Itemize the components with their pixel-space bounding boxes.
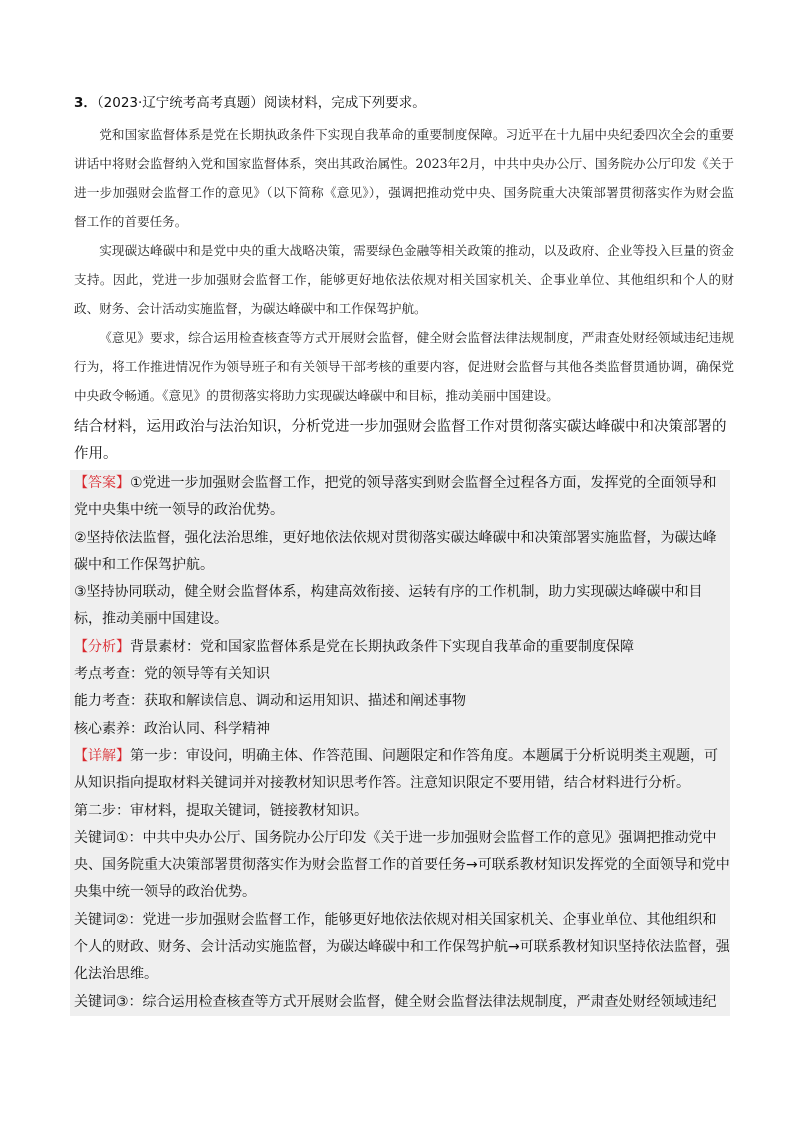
analysis-literacy: 核心素养：政治认同、科学精神 — [74, 720, 270, 737]
detail-keyword-1: 关键词①：中共中央办公厅、国务院办公厅印发《关于进一步加强财会监督工作的意见》强调把推动党中央、国务院重大决策部署贯彻落实作为财会监督工作的首要任务→可联系教材知识发挥党的全面领导和党中央集中统一领导的政治优势。 — [74, 829, 730, 901]
material-paragraph-3: 《意见》要求，综合运用检查核查等方式开展财会监督，健全财会监督法律法规制度，严肃查处财经领域违纪违规行为，将工作推进情况作为领导班子和有关领导干部考核的重要内容，促进财会监督与其他各类监督贯通协调，确保党中央政令畅通。《意见》的贯彻落实将助力实现碳达峰碳中和目标，推动美丽中国建设。 — [74, 330, 734, 403]
detail-tag: 【详解】 — [74, 747, 130, 764]
analysis-background — [70, 634, 730, 661]
analysis-exam-point: 考点考查：党的领导等有关知识 — [74, 666, 270, 683]
material-paragraph-1: 党和国家监督体系是党在长期执政条件下实现自我革命的重要制度保障。习近平在十九届中央纪委四次全会的重要讲话中将财会监督纳入党和国家监督体系，突出其政治属性。2023年2月，中共中央办公厅、国务院办公厅印发《关于进一步加强财会监督工作的意见》（以下简称《意见》），强调把推动党中央、国务院重大决策部署贯彻落实作为财会监督工作的首要任务。 — [74, 127, 734, 229]
answer-point-1 — [70, 470, 730, 525]
answer-point-1-text: ①党进一步加强财会监督工作，把党的领导落实到财会监督全过程各方面，发挥党的全面领导和党中央集中统一领导的政治优势。 — [74, 475, 717, 519]
detail-keyword-3: 关键词③：综合运用检查核查等方式开展财会监督，健全财会监督法律法规制度，严肃查处财经领域违纪 — [74, 993, 717, 1010]
answer-point-3: ③坚持协同联动，健全财会监督体系，构建高效衔接、运转有序的工作机制，助力实现碳达峰碳中和目标，推动美丽中国建设。 — [74, 584, 703, 628]
detail-keyword-2: 关键词②：党进一步加强财会监督工作，能够更好地依法依规对相关国家机关、企事业单位、其他组织和个人的财政、财务、会计活动实施监督，为碳达峰碳中和工作保驾护航→可联系教材知识坚持依法监督，强化法治思维。 — [74, 911, 730, 983]
reading-material — [74, 120, 734, 410]
analysis-ability: 能力考查：获取和解读信息、调动和运用知识、描述和阐述事物 — [74, 693, 466, 710]
detail-step-2: 第二步：审材料，提取关键词，链接教材知识。 — [74, 802, 368, 819]
answer-point-2: ②坚持依法监督，强化法治思维，更好地依法依规对贯彻落实碳达峰碳中和决策部署实施监督，为碳达峰碳中和工作保驾护航。 — [74, 529, 717, 573]
detail-step-1-text: 第一步：审设问，明确主体、作答范围、问题限定和作答角度。本题属于分析说明类主观题，可从知识指向提取材料关键词并对接教材知识思考作答。注意知识限定不要用错，结合材料进行分析。 — [74, 747, 718, 792]
answer-tag: 【答案】 — [74, 475, 130, 491]
answer-section — [70, 470, 730, 1016]
question-prompt: 结合材料，运用政治与法治知识，分析党进一步加强财会监督工作对贯彻落实碳达峰碳中和决策部署的作用。 — [74, 419, 727, 462]
question-header — [74, 92, 426, 114]
analysis-background-text: 背景素材：党和国家监督体系是党在长期执政条件下实现自我革命的重要制度保障 — [130, 638, 634, 655]
question-source: （2023·辽宁统考高考真题） — [96, 95, 264, 111]
question-instruction: 阅读材料，完成下列要求。 — [263, 95, 426, 111]
detail-step-1 — [70, 743, 730, 798]
analysis-tag: 【分析】 — [74, 638, 130, 655]
material-paragraph-2: 实现碳达峰碳中和是党中央的重大战略决策，需要绿色金融等相关政策的推动，以及政府、企业等投入巨量的资金支持。因此，党进一步加强财会监督工作，能够更好地依法依规对相关国家机关、企事业单位、其他组织和个人的财政、财务、会计活动实施监督，为碳达峰碳中和工作保驾护航。 — [74, 243, 734, 316]
question-number: 3． — [74, 95, 97, 111]
